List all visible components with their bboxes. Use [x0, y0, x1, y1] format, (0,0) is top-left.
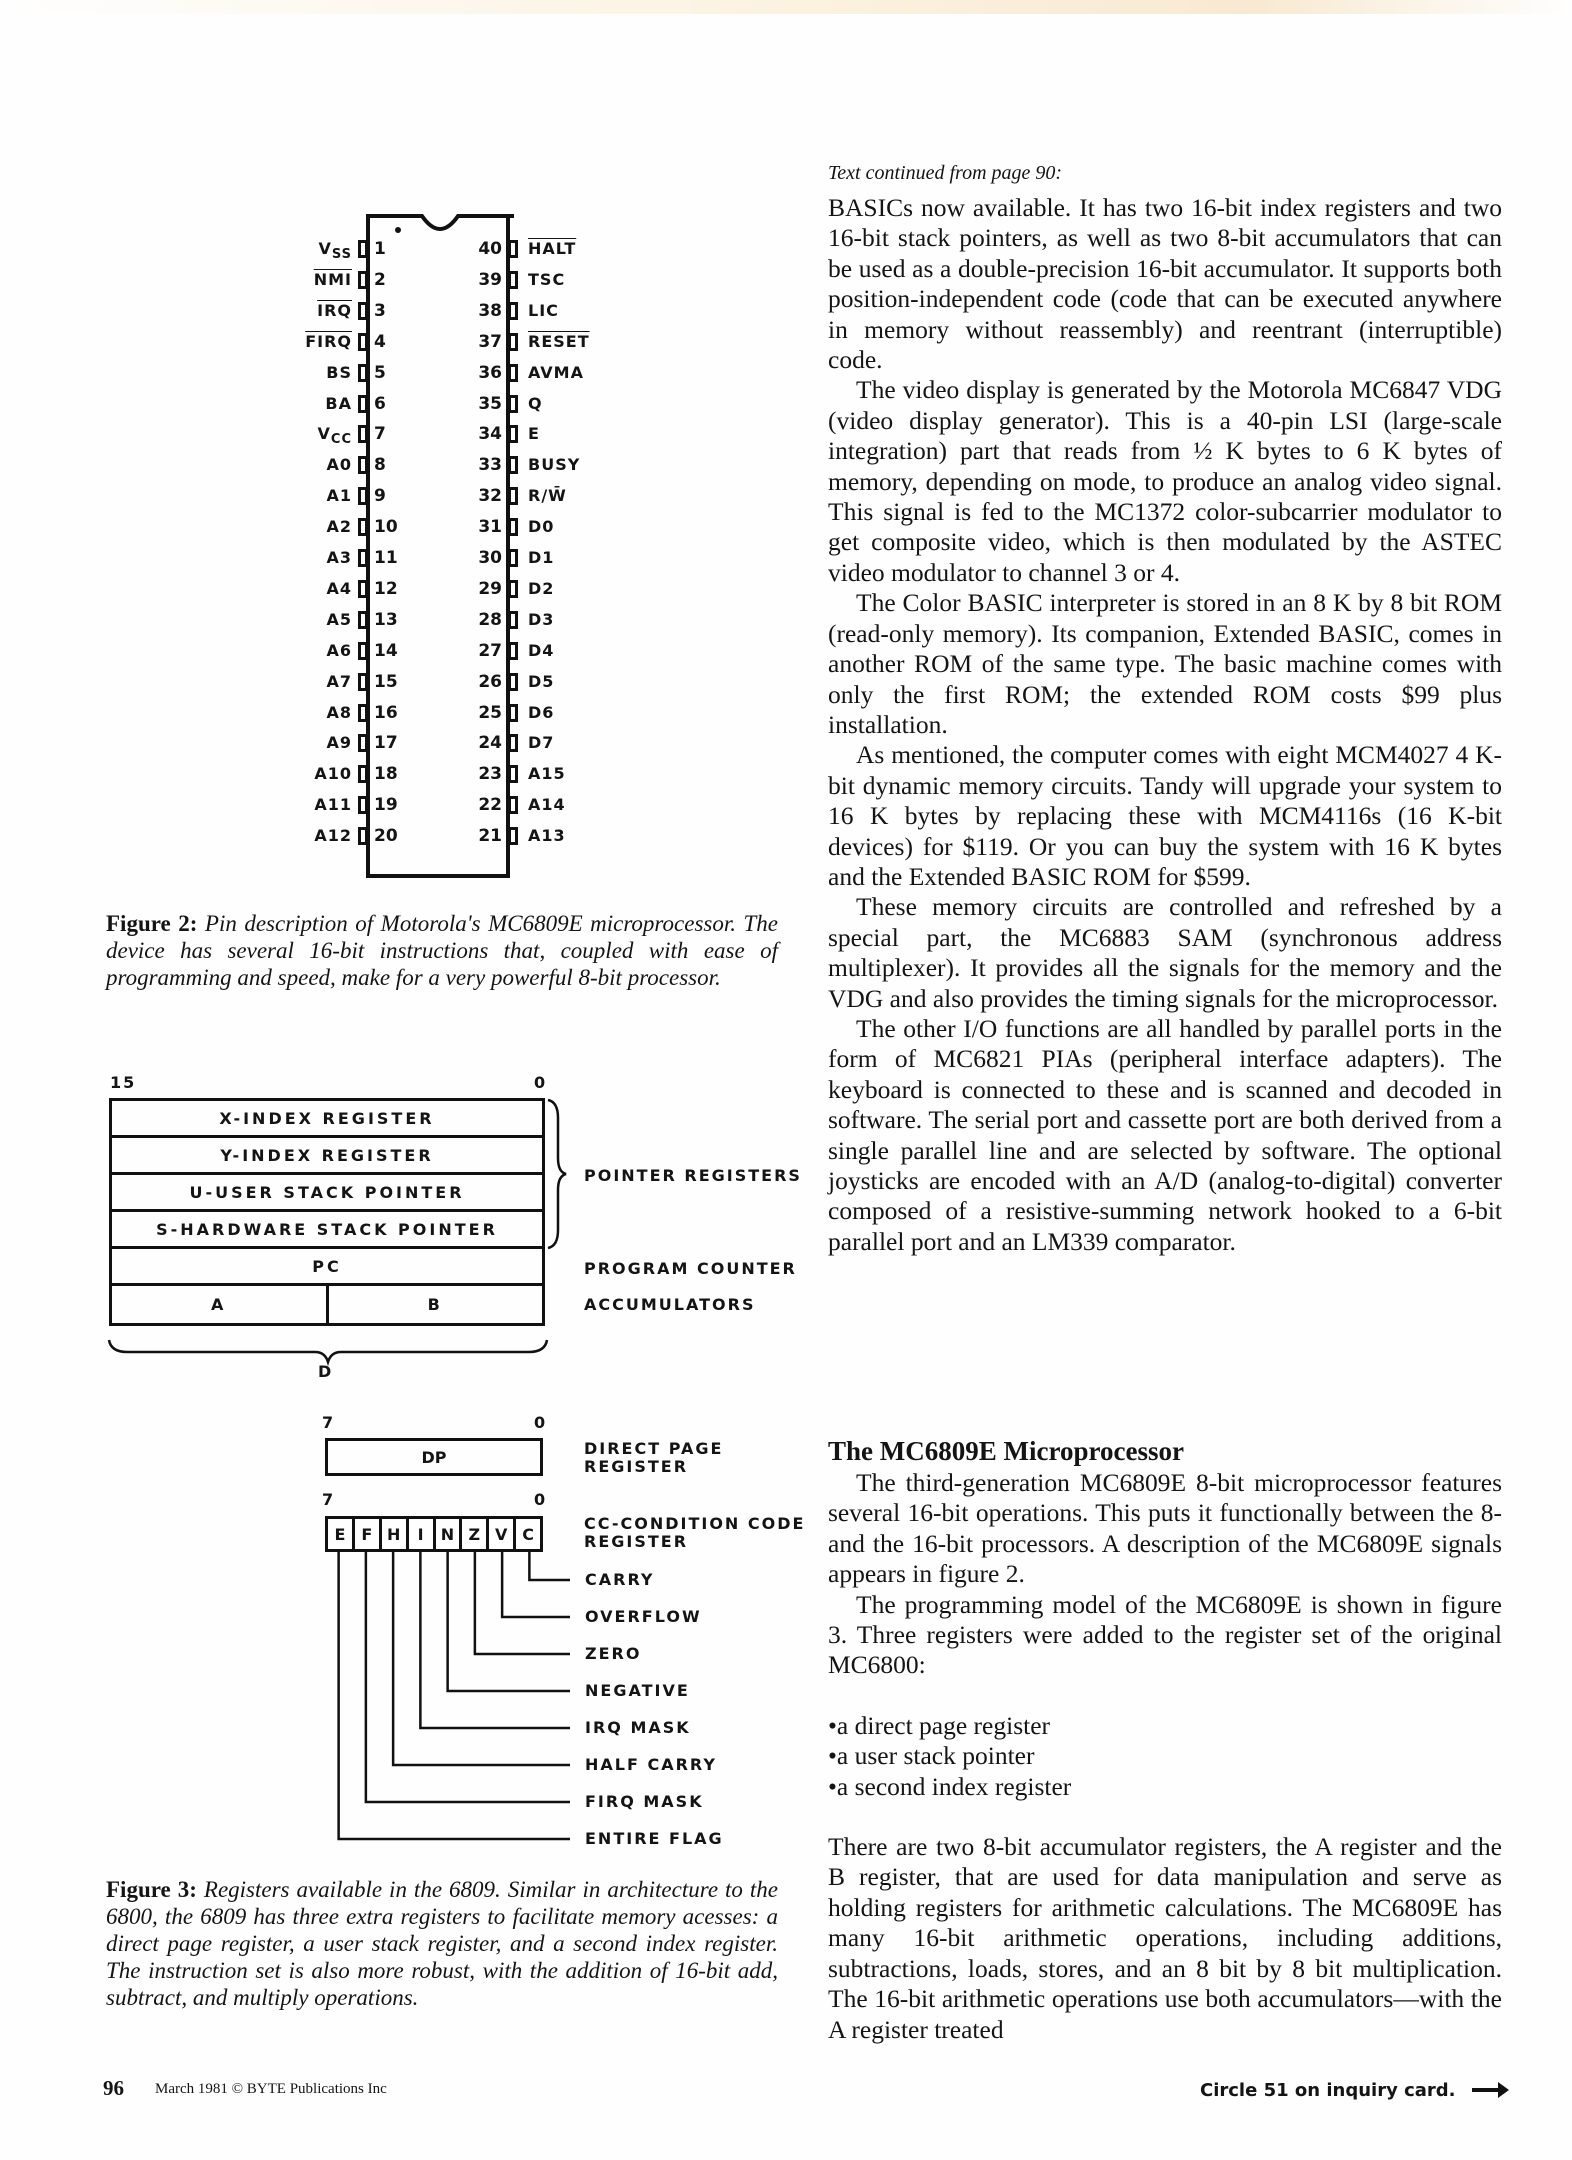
flag-label: IRQ MASK — [585, 1718, 691, 1737]
pin-number: 8 — [374, 455, 386, 476]
pin-label-text: A5 — [326, 609, 352, 629]
inquiry-note — [1200, 2080, 1510, 2101]
dp-bit-0-label: 0 — [534, 1413, 548, 1432]
pin-label — [528, 394, 543, 413]
cc-bit-z: Z — [462, 1519, 489, 1549]
dp-register-label: DP — [421, 1447, 447, 1467]
pin-lead — [358, 333, 368, 351]
flag-leader-line — [529, 1550, 570, 1580]
pin-label-text: V — [318, 239, 332, 258]
pin-lead — [358, 611, 368, 629]
pin-lead — [508, 611, 518, 629]
pin-number: 11 — [374, 548, 398, 568]
pin-label — [272, 270, 352, 289]
article-column-part-2 — [828, 1468, 1502, 2045]
bullet-item: •a direct page register — [828, 1710, 1051, 1740]
pin-number: 15 — [374, 671, 398, 692]
pin-label — [528, 641, 554, 660]
cc-bit-n: N — [436, 1519, 463, 1549]
pin-label-text: A13 — [528, 826, 566, 846]
pin-label — [528, 455, 580, 474]
cc-bit-0-label: 0 — [534, 1490, 548, 1509]
register-b: B — [427, 1295, 443, 1314]
pin-number: 2 — [374, 269, 386, 290]
section-heading: The MC6809E Microprocessor — [828, 1436, 1184, 1466]
accumulators-label: ACCUMULATORS — [584, 1295, 756, 1314]
pin-label-text: $\overline{NMI}$ — [313, 269, 352, 289]
pin-label-text: D1 — [528, 548, 555, 567]
pin-label-text: BA — [325, 393, 352, 413]
pin-number: 40 — [478, 239, 502, 259]
pin-label — [272, 672, 352, 691]
pin-number: 21 — [478, 826, 502, 847]
pin-lead — [508, 765, 518, 783]
continued-note: Text continued from page 90: — [828, 162, 1063, 184]
register-y: Y-INDEX REGISTER — [112, 1138, 542, 1175]
pin-label-text: A7 — [326, 671, 352, 691]
pin-label — [528, 517, 554, 536]
paragraph: The programming model of the MC6809E is shown in figure 3. Three registers were added to the register set of the original MC6800: — [828, 1589, 1502, 1680]
pin-lead — [508, 549, 518, 567]
pin-number: 5 — [374, 362, 386, 383]
flag-leader-line — [339, 1550, 570, 1839]
pin-lead — [358, 364, 368, 382]
pin-number: 24 — [478, 733, 502, 754]
pin-lead — [358, 271, 368, 289]
pin-label-text: $\overline{IRQ}$ — [317, 300, 352, 320]
pin-label — [272, 764, 352, 783]
pin-number: 20 — [374, 826, 398, 847]
right-arrow-icon — [1472, 2081, 1510, 2099]
pin-lead — [508, 796, 518, 814]
pin-number: 1 — [374, 239, 386, 259]
inquiry-text: Circle 51 on inquiry card. — [1200, 2080, 1456, 2101]
pin-lead — [358, 487, 368, 505]
pin-lead — [508, 395, 518, 413]
cc-bit-v: V — [489, 1519, 516, 1549]
paragraph: BASICs now available. It has two 16-bit index registers and two 16-bit stack pointers, as well as two 8-bit accumulators that can be used as a double-precision 16-bit accumulator. It supports both position-independent code (code that can be executed anywhere in memory without reassembly) and reentrant (interruptible) code. — [828, 193, 1502, 375]
pin-number: 4 — [374, 331, 386, 352]
pin-label-text: A1 — [326, 486, 352, 506]
pin-number: 35 — [478, 393, 502, 414]
page-edge-stain — [0, 0, 1572, 14]
pin-lead — [508, 642, 518, 660]
pin-number: 32 — [478, 486, 502, 507]
pin-label-text: E — [528, 424, 540, 444]
direct-page-register-label — [584, 1440, 723, 1476]
pin-label-text: Q — [528, 393, 543, 413]
bullet-item: •a user stack pointer — [828, 1741, 1035, 1771]
pin-lead — [508, 704, 518, 722]
cc-bit-e: E — [328, 1519, 355, 1549]
pin-number: 27 — [478, 640, 502, 661]
pin-label-text: A15 — [528, 764, 566, 784]
pin-label-subscript: CC — [330, 432, 352, 448]
pin-lead — [508, 364, 518, 382]
direct-page-label-line-2: REGISTER — [584, 1457, 689, 1476]
pin-label — [272, 239, 352, 262]
flag-label: CARRY — [585, 1570, 655, 1589]
pin-label — [528, 703, 554, 722]
pin-label — [528, 795, 566, 814]
pin-lead — [508, 734, 518, 752]
pin-number: 10 — [374, 517, 398, 538]
pin-number: 39 — [478, 269, 502, 290]
dp-register-box — [325, 1438, 543, 1476]
pin-number: 33 — [478, 455, 502, 476]
pin-lead — [508, 271, 518, 289]
pin-lead — [358, 827, 368, 845]
flag-leader-line — [502, 1550, 570, 1617]
pin-label-text: A10 — [314, 764, 352, 784]
pin-label-text: FIRQ — [305, 331, 352, 351]
pin-label-text: V — [317, 424, 331, 444]
pin-label-text: HALT — [528, 239, 577, 258]
pin-label-text: BUSY — [528, 455, 581, 475]
pin-label-text: A3 — [326, 548, 352, 567]
pin-label — [272, 301, 352, 320]
pin-label — [272, 332, 352, 351]
register-accumulators — [112, 1286, 542, 1323]
pin-lead — [358, 456, 368, 474]
cc-bit-f: F — [355, 1519, 382, 1549]
dp-bit-7-label: 7 — [322, 1413, 336, 1432]
pin-label — [528, 301, 559, 320]
paragraph: There are two 8-bit accumulator registers, the A register and the B register, that are used for data manipulation and serve as holding registers for arithmetic calculations. The MC6809E has many 16-bit arithmetic operations, including additions, subtractions, loads, stores, and an 8 bit by 8 bit multiplication. The 16-bit arithmetic operations use both accumulators—with the A register treated — [828, 1832, 1502, 2044]
pin-number: 9 — [374, 486, 386, 507]
pin-label — [528, 548, 554, 567]
pointer-brace-icon — [540, 1098, 570, 1250]
pin-number: 37 — [478, 331, 502, 352]
pin-label — [528, 672, 554, 691]
pin-label — [272, 703, 352, 722]
pin-label-text: A14 — [528, 795, 566, 815]
pin-number: 3 — [374, 300, 386, 321]
pin-lead — [508, 518, 518, 536]
pin-label — [272, 795, 352, 814]
figure-3-caption-text: Registers available in the 6809. Similar in architecture to the 6800, the 6809 has three extra registers to facilitate memory acesses: a direct page register, a user stack register, and a second index register. The instruction set is also more robust, with the addition of 16-bit add, subtract, and multiply operations. — [106, 1877, 779, 2010]
pin-label — [528, 424, 540, 443]
pin-label — [528, 332, 590, 351]
accumulator-d-label: D — [318, 1362, 334, 1381]
pin-number: 38 — [478, 300, 502, 321]
paragraph: The third-generation MC6809E 8-bit microprocessor features several 16-bit operations. This puts it functionally between the 8- and the 16-bit processors. A description of the MC6809E signals appears in figure 2. — [828, 1468, 1502, 1589]
pin-number: 26 — [478, 671, 502, 692]
pin-number: 31 — [478, 517, 502, 538]
pin-label-text: R/W̄ — [528, 486, 567, 506]
pin-number: 28 — [478, 609, 502, 630]
pin-number: 19 — [374, 795, 398, 816]
pin-label — [272, 610, 352, 629]
pin-lead — [508, 827, 518, 845]
pin-label — [272, 455, 352, 474]
pin-lead — [358, 580, 368, 598]
pin-number: 17 — [374, 733, 398, 754]
pin-label-text: BS — [326, 362, 352, 382]
pin-label-text: D7 — [528, 733, 555, 753]
pin-lead — [508, 333, 518, 351]
pin-label-text: A0 — [326, 455, 352, 475]
pin-number: 22 — [478, 795, 502, 816]
paragraph: The other I/O functions are all handled by parallel ports in the form of MC6821 PIAs (peripheral interface adapters). The keyboard is connected to these and is scanned and decoded in software. The serial port and cassette port are both derived from a single parallel line and are selected by software. The optional joysticks are encoded with an A/D (analog-to-digital) converter composed of a resistive-summing network hooked to a 6-bit parallel port and an LM339 comparator. — [828, 1013, 1502, 1256]
pin-label-text: D5 — [528, 671, 555, 691]
pin-lead — [508, 240, 518, 258]
pin-label-text: A8 — [326, 702, 352, 722]
figure-3-caption — [106, 1876, 778, 2011]
pin-number: 16 — [374, 702, 398, 723]
pin-lead — [358, 673, 368, 691]
pin-label-text: LIC — [528, 300, 559, 320]
paragraph: The video display is generated by the Motorola MC6847 VDG (video display generator). This is a 40-pin LSI (large-scale integration) part that reads from ½ K bytes to 6 K bytes of memory, depending on mode, to produce an analog video signal. This signal is fed to the MC1372 color-subcarrier modulator to get composite video, which is then modulated by the ASTEC video modulator to channel 3 or 4. — [828, 375, 1502, 587]
paragraph: As mentioned, the computer comes with eight MCM4027 4 K-bit dynamic memory circuits. Tandy will upgrade your system to 16 K bytes by replacing these with MCM4116s (16 K-bit devices) for $119. Or you can buy the system with 16 K bytes and the Extended BASIC ROM for $599. — [828, 740, 1502, 891]
pin-label — [528, 363, 584, 382]
register-a: A — [112, 1286, 329, 1323]
pin-label-text: A6 — [326, 640, 352, 660]
pin-label — [272, 733, 352, 752]
pin-number: 29 — [478, 578, 502, 599]
pin-lead — [358, 302, 368, 320]
figure-2-caption-label: Figure 2: — [106, 911, 198, 936]
pin-lead — [358, 395, 368, 413]
paragraph: These memory circuits are controlled and refreshed by a special part, the MC6883 SAM (synchronous address multiplexer). It provides all the signals for the memory and the VDG and also provides the timing signals for the microprocessor. — [828, 892, 1502, 1013]
pin-label-text: D2 — [528, 578, 555, 598]
pin-label — [272, 486, 352, 505]
flag-label: ZERO — [585, 1644, 642, 1663]
article-column-part-1 — [828, 193, 1502, 1257]
pin-number: 18 — [374, 764, 398, 785]
pin-label-text: TSC — [528, 269, 566, 289]
register-u: U-USER STACK POINTER — [112, 1175, 542, 1212]
program-counter-label: PROGRAM COUNTER — [584, 1259, 797, 1278]
pin-label — [528, 764, 566, 783]
paragraph: The Color BASIC interpreter is stored in an 8 K by 8 bit ROM (read-only memory). Its companion, Extended BASIC, comes in another ROM of the same type. The basic machine comes with only the first ROM; the extended ROM costs $99 plus installation. — [828, 588, 1502, 739]
pin-label — [528, 610, 554, 629]
page-number: 96 — [103, 2076, 124, 2100]
pin-label — [528, 579, 554, 598]
pin-label — [272, 424, 352, 447]
pin-lead — [358, 518, 368, 536]
pin-label-text: A2 — [326, 517, 352, 537]
pin-label-text: RESET — [528, 331, 590, 351]
pin-number: 14 — [374, 640, 398, 661]
register-x: X-INDEX REGISTER — [112, 1101, 542, 1138]
pin-lead — [508, 302, 518, 320]
pin-label — [272, 363, 352, 382]
pin-label — [272, 517, 352, 536]
pin-lead — [358, 734, 368, 752]
pin-label — [272, 826, 352, 845]
pin-label — [528, 486, 567, 505]
pin-number: 30 — [478, 548, 502, 568]
cc-register-box — [325, 1516, 543, 1552]
pin-lead — [508, 456, 518, 474]
bit-15-label: 15 — [110, 1073, 137, 1092]
cc-bit-h: H — [382, 1519, 409, 1549]
pin-lead — [508, 580, 518, 598]
pin-lead — [358, 765, 368, 783]
pin-label-text: D4 — [528, 640, 555, 660]
flag-label: HALF CARRY — [585, 1755, 717, 1774]
pin-lead — [358, 549, 368, 567]
pin-number: 23 — [478, 764, 502, 785]
pin-number: 13 — [374, 609, 398, 630]
flag-leader-line — [448, 1550, 570, 1691]
pin-label — [528, 239, 576, 258]
pin-label-text: AVMA — [528, 362, 584, 382]
cc-label-line-1: CC-CONDITION CODE — [584, 1514, 806, 1533]
pin-label-text: D3 — [528, 609, 555, 629]
register-s: S-HARDWARE STACK POINTER — [112, 1212, 542, 1249]
cc-label-line-2: REGISTER — [584, 1532, 689, 1551]
pin-lead — [358, 425, 368, 443]
pin-label — [528, 826, 566, 845]
pin-number: 6 — [374, 393, 386, 414]
pin-label-text: D6 — [528, 702, 555, 722]
pin-lead — [358, 704, 368, 722]
flag-label: ENTIRE FLAG — [585, 1829, 724, 1848]
pin-label-text: A9 — [326, 733, 352, 753]
flag-label: OVERFLOW — [585, 1607, 702, 1626]
flag-leader-line — [420, 1550, 570, 1728]
bullet-item: •a second index register — [828, 1771, 1072, 1801]
pin-label-text: A12 — [314, 826, 352, 846]
pin-lead — [358, 796, 368, 814]
publication-line: March 1981 © BYTE Publications Inc — [155, 2081, 387, 2097]
cc-bit-c: C — [522, 1524, 534, 1544]
flag-leader-lines — [320, 1550, 580, 1850]
flag-label: FIRQ MASK — [585, 1792, 704, 1811]
flag-leader-line — [475, 1550, 570, 1654]
pointer-registers-label: POINTER REGISTERS — [584, 1166, 802, 1185]
pin-label — [528, 733, 554, 752]
pin-label — [272, 394, 352, 413]
pin-lead — [508, 425, 518, 443]
pin-number: 7 — [374, 424, 386, 445]
pin-label-text: A4 — [326, 578, 352, 598]
pin-label-subscript: SS — [331, 247, 352, 262]
pin-label — [272, 641, 352, 660]
cc-bit-i: I — [409, 1519, 436, 1549]
figure-3-caption-label: Figure 3: — [106, 1877, 197, 1902]
pin-lead — [508, 673, 518, 691]
pin-number: 34 — [478, 424, 502, 445]
pin-label — [528, 270, 565, 289]
flag-label: NEGATIVE — [585, 1681, 690, 1700]
cc-bit-7-label: 7 — [322, 1490, 336, 1509]
register-stack-16bit — [109, 1098, 545, 1326]
cc-register-label — [584, 1515, 805, 1551]
figure-2-caption-text: Pin description of Motorola's MC6809E microprocessor. The device has several 16-bit instructions that, coupled with ease of programming and speed, make for a very powerful 8-bit processor. — [106, 911, 778, 990]
direct-page-label-line-1: DIRECT PAGE — [584, 1439, 724, 1458]
pin-lead — [358, 642, 368, 660]
register-pc: PC — [112, 1249, 542, 1286]
pin-label-text: A11 — [314, 795, 352, 815]
bit-0-label: 0 — [534, 1073, 548, 1092]
pin-label — [272, 579, 352, 598]
figure-2-caption — [106, 910, 778, 991]
pin-number: 25 — [478, 702, 502, 723]
pin-label-text: D0 — [528, 517, 555, 537]
pin-lead — [358, 240, 368, 258]
pin-lead — [508, 487, 518, 505]
pin-label — [272, 548, 352, 567]
pin-number: 36 — [478, 362, 502, 383]
pin-number: 12 — [374, 578, 398, 599]
